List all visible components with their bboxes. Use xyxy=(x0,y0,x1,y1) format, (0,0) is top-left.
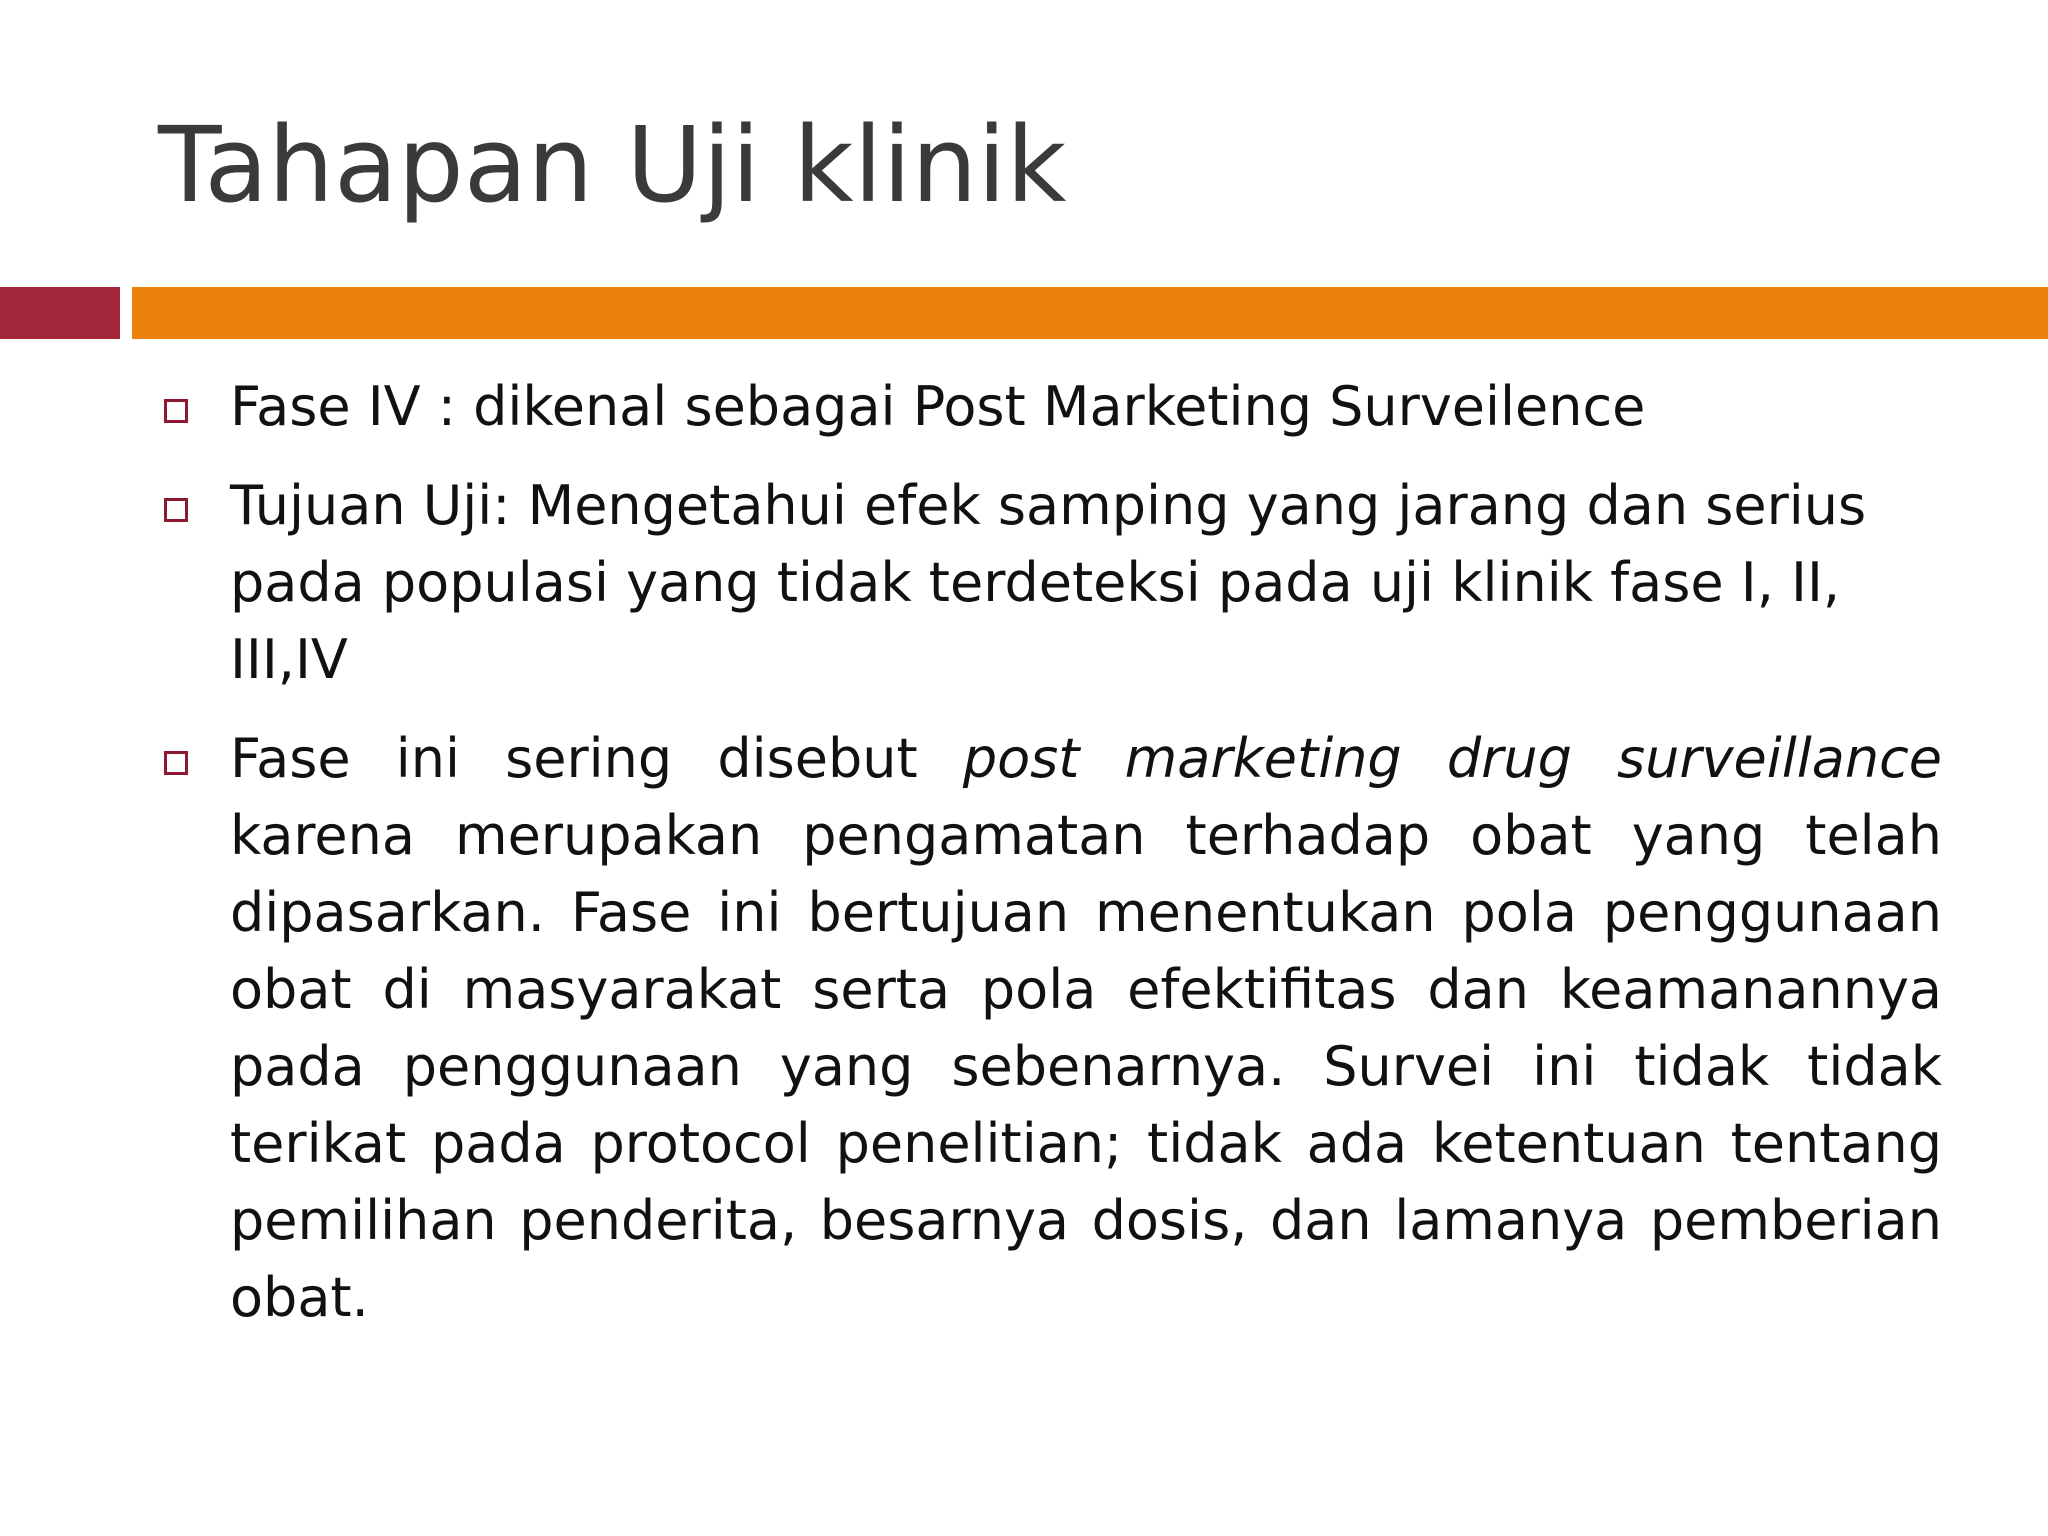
title-accent-bar-orange xyxy=(132,287,2048,339)
bullet-item-2 xyxy=(158,467,1942,698)
bullet-text-3-italic: post marketing drug surveillance xyxy=(962,727,1942,790)
bullet-list xyxy=(158,368,1942,1358)
square-outline-bullet-icon xyxy=(164,399,188,423)
bullet-item-3 xyxy=(158,720,1942,1336)
bullet-item-1 xyxy=(158,368,1942,445)
square-outline-bullet-icon xyxy=(164,751,188,775)
title-accent-bar-red xyxy=(0,287,120,339)
bullet-text-3-after: karena merupakan pengamatan terhadap obat yang telah dipasarkan. Fase ini bertujuan menentukan pola penggunaan obat di masyarakat serta pola efektifitas dan keamanannya pada penggunaan yang sebenarnya. Survei ini tidak tidak terikat pada protocol penelitian; tidak ada ketentuan tentang pemilihan penderita, besarnya dosis, dan lamanya pemberian obat. xyxy=(230,804,1942,1329)
bullet-text-3-before: Fase ini sering disebut xyxy=(230,727,963,790)
slide-title: Tahapan Uji klinik xyxy=(158,104,1067,226)
bullet-text-2: Tujuan Uji: Mengetahui efek samping yang jarang dan serius pada populasi yang tidak terdeteksi pada uji klinik fase I, II, III,IV xyxy=(230,474,1867,691)
bullet-text-1: Fase IV : dikenal sebagai Post Marketing Surveilence xyxy=(230,375,1646,438)
square-outline-bullet-icon xyxy=(164,498,188,522)
